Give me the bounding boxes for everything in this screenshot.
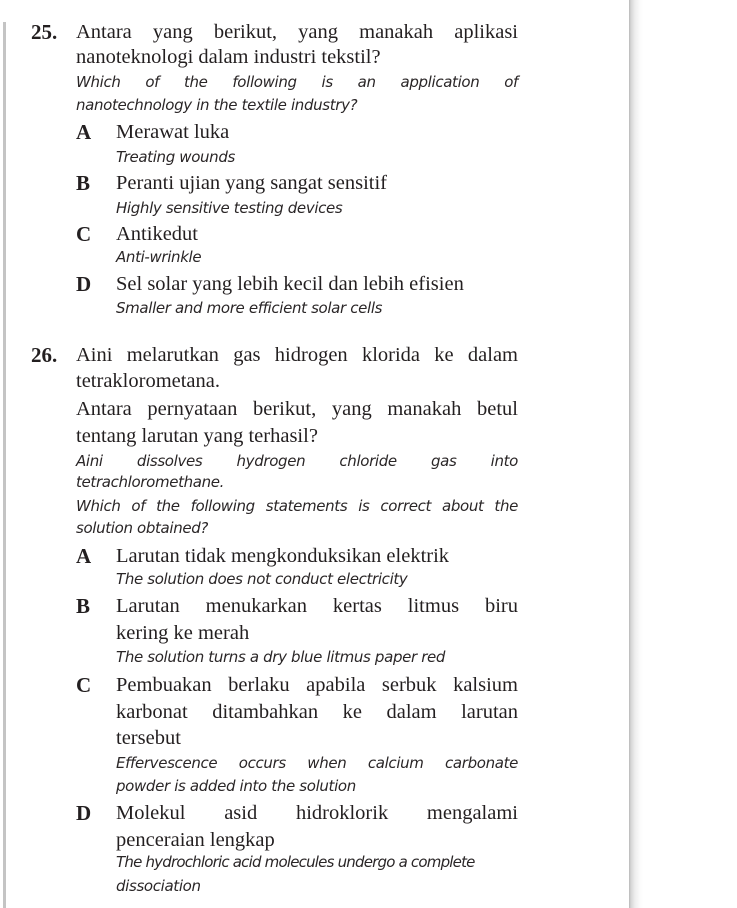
option-text-ms: Merawat luka <box>116 121 230 143</box>
option-text-ms: penceraian lengkap <box>116 829 275 851</box>
question-stem-en: tetrachloromethane. <box>76 473 225 491</box>
question-stem-ms: Antara pernyataan berikut, yang manakah betul <box>76 398 518 420</box>
option-text-ms: kering ke merah <box>116 622 250 644</box>
option-text-en: dissociation <box>116 877 201 895</box>
option-text-en: Highly sensitive testing devices <box>116 199 343 217</box>
option-text-en: The solution turns a dry blue litmus paper red <box>116 648 446 666</box>
option-text-en: The solution does not conduct electricity <box>116 570 408 588</box>
question-stem-ms: Aini melarutkan gas hidrogen klorida ke dalam <box>76 344 518 366</box>
option-text-ms: Pembuakan berlaku apabila serbuk kalsium <box>116 674 518 696</box>
option-letter: D <box>76 801 92 825</box>
question-number: 26. <box>31 343 58 367</box>
option-text-en: Effervescence occurs when calcium carbonate <box>116 754 518 772</box>
option-text-en: Anti-wrinkle <box>116 248 202 266</box>
option-text-en: powder is added into the solution <box>116 777 356 795</box>
option-letter: A <box>76 120 92 144</box>
question-stem-en: Which of the following is an application of <box>76 73 518 91</box>
option-letter: C <box>76 222 92 246</box>
option-text-en: Treating wounds <box>116 148 235 166</box>
question-number: 25. <box>31 20 58 44</box>
option-text-ms: Sel solar yang lebih kecil dan lebih efisien <box>116 273 464 295</box>
question-stem-ms: nanoteknologi dalam industri tekstil? <box>76 46 381 68</box>
option-letter: A <box>76 544 92 568</box>
option-text-en: Smaller and more efficient solar cells <box>116 299 383 317</box>
question-stem-en: solution obtained? <box>76 519 209 537</box>
option-letter: D <box>76 272 92 296</box>
option-text-en: The hydrochloric acid molecules undergo a complete <box>116 853 475 871</box>
option-text-ms: Molekul asid hidroklorik mengalami <box>116 802 518 824</box>
question-stem-ms: tetraklorometana. <box>76 370 221 392</box>
question-stem-en: Aini dissolves hydrogen chloride gas into <box>76 452 518 470</box>
left-margin-rule <box>3 22 6 908</box>
option-letter: C <box>76 673 92 697</box>
option-letter: B <box>76 594 91 618</box>
page-edge-shadow <box>629 0 643 908</box>
question-stem-ms: Antara yang berikut, yang manakah aplikasi <box>76 21 518 43</box>
question-stem-en: nanotechnology in the textile industry? <box>76 96 358 114</box>
option-text-ms: Peranti ujian yang sangat sensitif <box>116 172 387 194</box>
option-text-ms: Larutan menukarkan kertas litmus biru <box>116 595 518 617</box>
option-text-ms: Larutan tidak mengkonduksikan elektrik <box>116 545 450 567</box>
option-text-ms: Antikedut <box>116 223 198 245</box>
question-stem-en: Which of the following statements is correct about the <box>76 497 518 515</box>
option-text-ms: tersebut <box>116 727 181 749</box>
question-stem-ms: tentang larutan yang terhasil? <box>76 425 318 447</box>
option-letter: B <box>76 171 91 195</box>
option-text-ms: karbonat ditambahkan ke dalam larutan <box>116 701 518 723</box>
